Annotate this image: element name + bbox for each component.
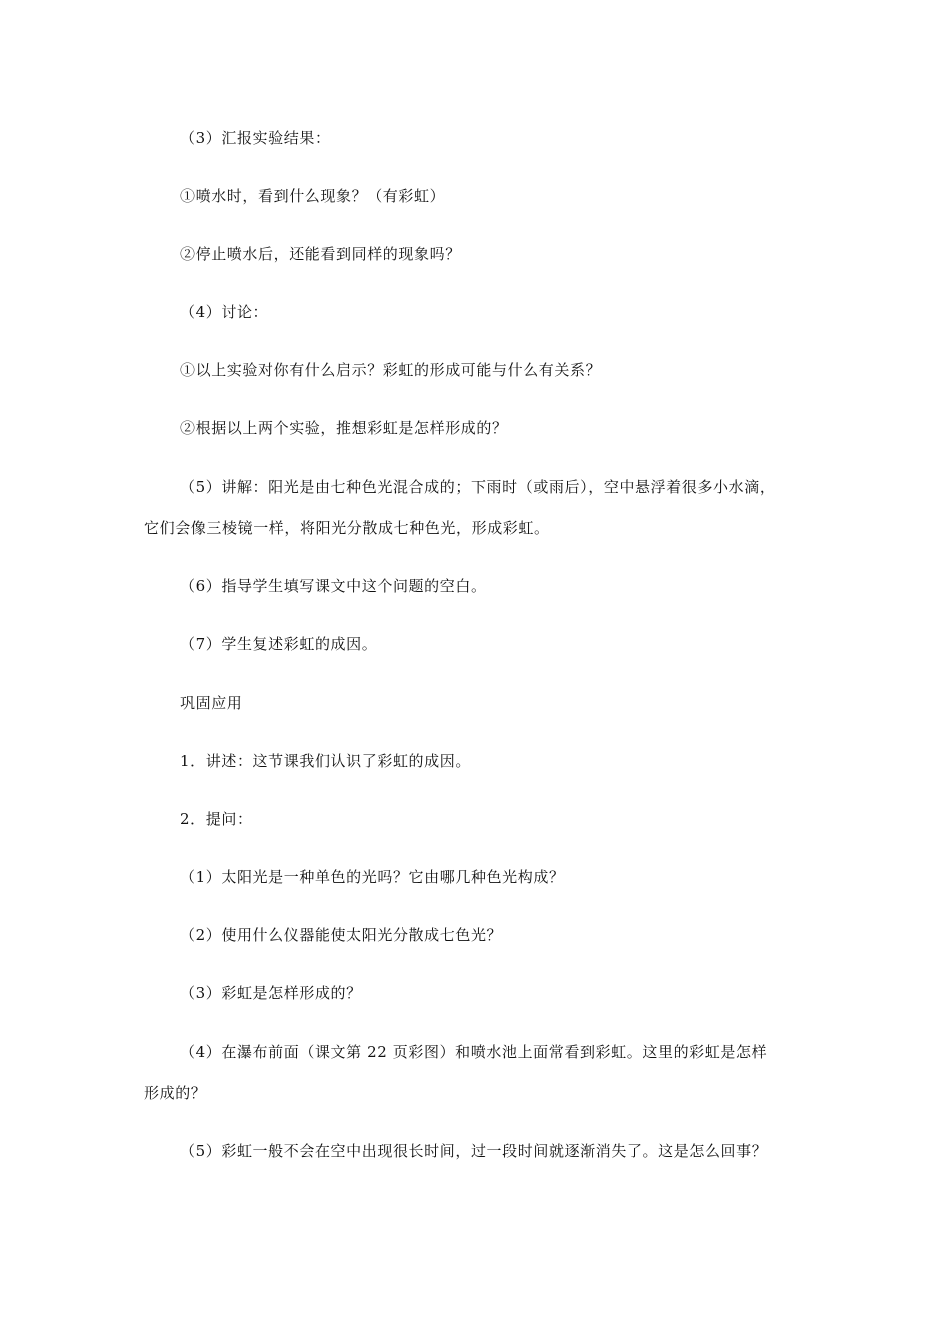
paragraph-question-2: （2）使用什么仪器能使太阳光分散成七色光？ [180,926,503,944]
paragraph-question-4-line2: 形成的？ [144,1084,207,1102]
paragraph-question-stop-spraying: ②停止喷水后，还能看到同样的现象吗？ [180,245,461,263]
paragraph-discussion-heading: （4）讨论： [180,303,269,321]
paragraph-question-3: （3）彩虹是怎样形成的？ [180,984,362,1002]
paragraph-statement: 1．讲述：这节课我们认识了彩虹的成因。 [180,752,471,770]
paragraph-discussion-q2: ②根据以上两个实验，推想彩虹是怎样形成的？ [180,419,508,437]
paragraph-explanation-line2: 它们会像三棱镜一样，将阳光分散成七种色光，形成彩虹。 [144,519,550,537]
paragraph-report-results: （3）汇报实验结果： [180,129,331,147]
section-heading-consolidation: 巩固应用 [180,694,243,712]
paragraph-retell: （7）学生复述彩虹的成因。 [180,635,378,653]
paragraph-question-5: （5）彩虹一般不会在空中出现很长时间，过一段时间就逐渐消失了。这是怎么回事？ [180,1142,768,1160]
paragraph-question-4-line1: （4）在瀑布前面（课文第 22 页彩图）和喷水池上面常看到彩虹。这里的彩虹是怎样 [180,1043,768,1061]
paragraph-explanation-line1: （5）讲解：阳光是由七种色光混合成的；下雨时（或雨后），空中悬浮着很多小水滴， [180,478,776,496]
paragraph-questions-heading: 2．提问： [180,810,253,828]
paragraph-fill-blank: （6）指导学生填写课文中这个问题的空白。 [180,577,487,595]
paragraph-discussion-q1: ①以上实验对你有什么启示？彩虹的形成可能与什么有关系？ [180,361,602,379]
paragraph-question-1: （1）太阳光是一种单色的光吗？它由哪几种色光构成？ [180,868,565,886]
paragraph-question-spraying: ①喷水时，看到什么现象？（有彩虹） [180,187,446,205]
